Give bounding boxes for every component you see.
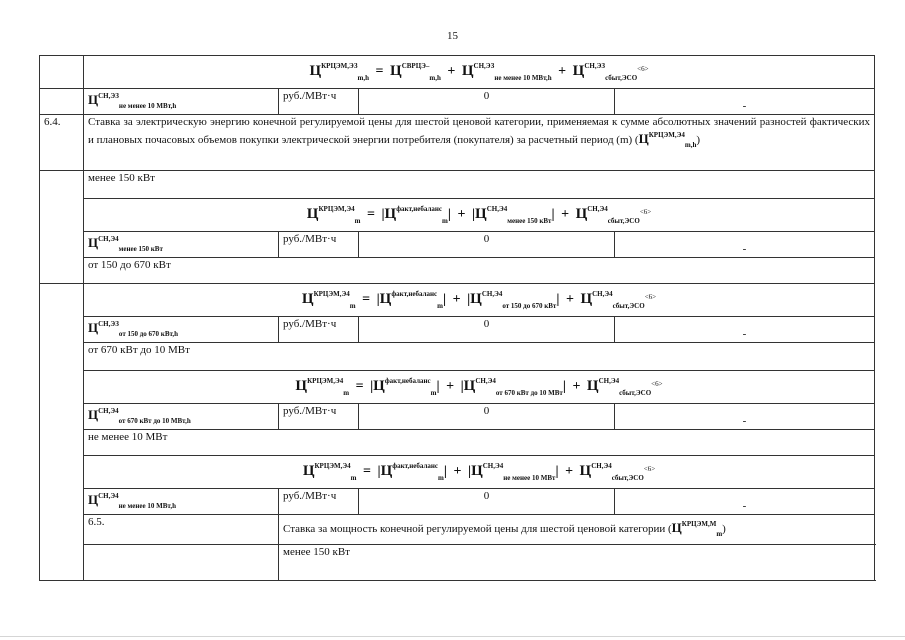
parameter-cell	[84, 404, 279, 430]
value-cell: 0	[359, 489, 615, 515]
formula-cell	[84, 456, 875, 489]
subscript: m	[350, 474, 357, 482]
abs-bar: |	[381, 207, 385, 222]
formula-krcem-e3	[309, 57, 648, 87]
superscript: КРЦЭМ,Э4	[318, 205, 355, 213]
operator: =	[366, 207, 375, 222]
superscript: СН,Э4	[486, 205, 508, 213]
symbol: Ц	[88, 235, 99, 250]
subscript: m,h	[429, 74, 441, 82]
description-text: Ставка за электрическую энергию конечной регулируемой цены для шестой ценовой категории, применяемая к сумме абсолютных значений разностей фактических и плановых почасовых объемов покупки электрической энергии потребителя (покупателя) за расчетный период (m) (	[88, 116, 871, 146]
parameter-row	[40, 232, 875, 258]
parameter-symbol	[88, 235, 163, 253]
unit-cell: руб./МВт·ч	[279, 232, 359, 258]
formula-cell	[84, 284, 875, 317]
subscript: менее 150 кВт	[507, 217, 552, 225]
superscript: КРЦЭМ,Э4	[648, 131, 685, 139]
symbol: Ц	[384, 206, 397, 222]
operator: +	[447, 64, 456, 79]
superscript: СН,Э4	[587, 205, 608, 213]
superscript: СН,ЭЗ	[98, 320, 119, 328]
symbol: Ц	[301, 291, 314, 307]
abs-bar: |	[467, 464, 472, 479]
parameter-cell	[84, 317, 279, 343]
parameter-symbol	[88, 407, 191, 425]
parameter-row	[40, 404, 875, 430]
symbol: Ц	[390, 63, 402, 79]
superscript: КРЦЭМ,Э4	[307, 377, 344, 385]
abs-bar: |	[443, 464, 447, 479]
symbol: Ц	[88, 92, 99, 107]
unit-cell: руб./МВт·ч	[279, 89, 359, 115]
subscript: менее 150 кВт	[118, 245, 163, 253]
formula-krcem-e4-lt150	[307, 200, 651, 230]
operator: =	[355, 379, 364, 394]
category-row	[40, 430, 875, 456]
subscript: m	[343, 389, 350, 397]
subscript: m	[716, 530, 723, 538]
superscript: СН,Э4	[481, 290, 503, 298]
superscript: факт,небаланс	[384, 377, 431, 385]
subscript: не менее 10 МВт,h	[118, 502, 176, 510]
parameter-symbol	[88, 492, 176, 510]
symbol: Ц	[638, 131, 649, 146]
parameter-row	[40, 317, 875, 343]
superscript: СВРЦЭ–	[401, 62, 430, 70]
abs-bar: |	[556, 292, 560, 307]
category-label: не менее 10 МВт	[84, 430, 875, 456]
abs-bar: |	[377, 464, 381, 479]
scan-edge-line	[0, 636, 905, 637]
formula-row	[40, 199, 875, 232]
operator: +	[565, 464, 574, 479]
parameter-row	[40, 89, 875, 115]
unit-cell: руб./МВт·ч	[279, 489, 359, 515]
symbol: Ц	[380, 463, 393, 479]
unit-cell: руб./МВт·ч	[279, 404, 359, 430]
formula-row	[40, 456, 875, 489]
unit-cell: руб./МВт·ч	[279, 317, 359, 343]
section-row-6-4	[40, 115, 875, 171]
formula-row	[40, 371, 875, 404]
abs-bar: |	[370, 379, 374, 394]
category-row	[40, 343, 875, 371]
footnote-ref: <6>	[637, 65, 649, 73]
symbol: Ц	[295, 378, 308, 394]
operator: +	[452, 292, 461, 307]
value-cell: 0	[359, 404, 615, 430]
superscript: КРЦЭМ,М	[681, 520, 717, 528]
description-text: Ставка за мощность конечной регулируемой цены для шестой ценовой категории (	[283, 523, 672, 535]
subscript: m,h	[684, 141, 697, 149]
formula-krcem-e4-ge10	[303, 457, 655, 487]
subscript: сбыт,ЭСО	[607, 217, 640, 225]
abs-bar: |	[551, 207, 555, 222]
tariff-table	[39, 55, 875, 581]
operator: =	[362, 464, 371, 479]
subscript: сбыт,ЭСО	[611, 474, 644, 482]
symbol: Ц	[461, 63, 474, 79]
operator: +	[558, 64, 567, 79]
superscript: СН,Э4	[591, 462, 612, 470]
formula-row	[40, 56, 875, 89]
category-row	[40, 545, 875, 581]
subscript: сбыт,ЭСО	[612, 302, 645, 310]
operator: +	[446, 379, 455, 394]
close-paren: )	[722, 523, 726, 535]
symbol: Ц	[471, 463, 483, 479]
footnote-ref: <6>	[643, 465, 656, 473]
parameter-row	[40, 489, 875, 515]
section-number: 6.5.	[84, 515, 279, 545]
formula-krcem-e4-150-670	[302, 285, 656, 315]
formula-row	[40, 284, 875, 317]
superscript: СН,Э4	[475, 377, 496, 385]
symbol: Ц	[475, 206, 487, 222]
formula-cell	[84, 199, 875, 232]
symbol: Ц	[309, 63, 322, 79]
section-number: 6.4.	[40, 115, 84, 171]
subscript: не менее 10 МВт,h	[118, 102, 177, 110]
dash-cell: -	[615, 489, 875, 515]
parameter-symbol	[88, 92, 177, 110]
superscript: факт,небаланс	[392, 462, 439, 470]
symbol: Ц	[470, 291, 482, 307]
category-label: от 670 кВт до 10 МВт	[84, 343, 875, 371]
formula-cell	[84, 56, 875, 89]
formula-cell	[84, 371, 875, 404]
parameter-symbol	[88, 320, 179, 338]
superscript: СН,Э4	[598, 377, 620, 385]
formula-krcem-e4-670-10	[295, 372, 662, 402]
subscript: от 150 до 670 кВт,h	[118, 330, 179, 338]
subscript: m	[442, 217, 448, 225]
value-cell: 0	[359, 317, 615, 343]
operator: +	[453, 464, 462, 479]
category-label: менее 150 кВт	[279, 545, 875, 581]
symbol: Ц	[88, 492, 99, 507]
symbol: Ц	[671, 520, 682, 535]
dash-cell: -	[615, 317, 875, 343]
number-cell	[40, 171, 84, 284]
superscript: СН,ЭЗ	[584, 62, 606, 70]
subscript: m	[349, 302, 356, 310]
superscript: СН,Э4	[98, 235, 119, 243]
abs-bar: |	[562, 379, 566, 394]
number-cell	[40, 284, 84, 581]
subscript: от 670 кВт до 10 МВт	[495, 389, 563, 397]
operator: =	[362, 292, 371, 307]
symbol: Ц	[572, 63, 585, 79]
symbol: Ц	[373, 378, 385, 394]
superscript: СН,ЭЗ	[98, 92, 119, 100]
superscript: СН,Э4	[592, 290, 613, 298]
page-number: 15	[447, 30, 458, 42]
symbol: Ц	[88, 320, 99, 335]
dash-cell: -	[615, 89, 875, 115]
superscript: СН,Э4	[98, 492, 119, 500]
value-cell: 0	[359, 89, 615, 115]
symbol: Ц	[302, 463, 315, 479]
category-label: от 150 до 670 кВт	[84, 258, 875, 284]
superscript: КРЦЭМ,ЭЗ	[321, 62, 358, 70]
parameter-cell	[84, 489, 279, 515]
dash-cell: -	[615, 404, 875, 430]
parameter-cell	[84, 232, 279, 258]
footnote-ref: <6>	[644, 293, 657, 301]
footnote-ref: <6>	[651, 380, 663, 388]
number-cell	[84, 545, 279, 581]
abs-bar: |	[376, 292, 380, 307]
abs-bar: |	[436, 379, 440, 394]
number-cell	[40, 56, 84, 89]
operator: =	[375, 64, 384, 79]
symbol: Ц	[575, 206, 588, 222]
value-cell: 0	[359, 232, 615, 258]
section-row-6-5	[40, 515, 875, 545]
abs-bar: |	[471, 207, 476, 222]
subscript: от 670 кВт до 10 МВт,h	[118, 417, 191, 425]
superscript: факт,небаланс	[396, 205, 443, 213]
category-row	[40, 258, 875, 284]
dash-cell: -	[615, 232, 875, 258]
subscript: от 150 до 670 кВт	[502, 302, 557, 310]
superscript: СН,ЭЗ	[473, 62, 495, 70]
symbol: Ц	[379, 291, 392, 307]
section-description	[84, 115, 875, 171]
symbol: Ц	[580, 291, 593, 307]
subscript: m	[437, 302, 443, 310]
parameter-cell	[84, 89, 279, 115]
superscript: СН,Э4	[482, 462, 504, 470]
abs-bar: |	[447, 207, 451, 222]
abs-bar: |	[442, 292, 447, 307]
abs-bar: |	[555, 464, 559, 479]
category-label: менее 150 кВт	[84, 171, 875, 199]
subscript: не менее 10 МВт	[503, 474, 556, 482]
abs-bar: |	[467, 292, 471, 307]
subscript: m,h	[357, 74, 370, 82]
subscript: m	[438, 474, 444, 482]
close-paren: )	[696, 134, 701, 146]
operator: +	[457, 207, 466, 222]
subscript: m	[430, 389, 437, 397]
superscript: СН,Э4	[98, 407, 119, 415]
operator: +	[565, 292, 574, 307]
number-cell	[40, 89, 84, 115]
footnote-ref: <6>	[639, 208, 652, 216]
symbol: Ц	[306, 206, 319, 222]
parameter-symbol	[671, 520, 723, 538]
operator: +	[561, 207, 570, 222]
symbol: Ц	[586, 378, 599, 394]
subscript: не менее 10 МВт,h	[494, 74, 552, 82]
superscript: КРЦЭМ,Э4	[313, 290, 350, 298]
section-description	[279, 515, 875, 545]
category-row	[40, 171, 875, 199]
subscript: сбыт,ЭСО	[619, 389, 652, 397]
superscript: КРЦЭМ,Э4	[314, 462, 351, 470]
superscript: факт,небаланс	[391, 290, 438, 298]
abs-bar: |	[460, 379, 464, 394]
subscript: m	[354, 217, 361, 225]
subscript: сбыт,ЭСО	[605, 74, 638, 82]
symbol: Ц	[579, 463, 592, 479]
symbol: Ц	[88, 407, 99, 422]
parameter-symbol	[638, 131, 697, 149]
operator: +	[572, 379, 581, 394]
symbol: Ц	[463, 378, 476, 394]
